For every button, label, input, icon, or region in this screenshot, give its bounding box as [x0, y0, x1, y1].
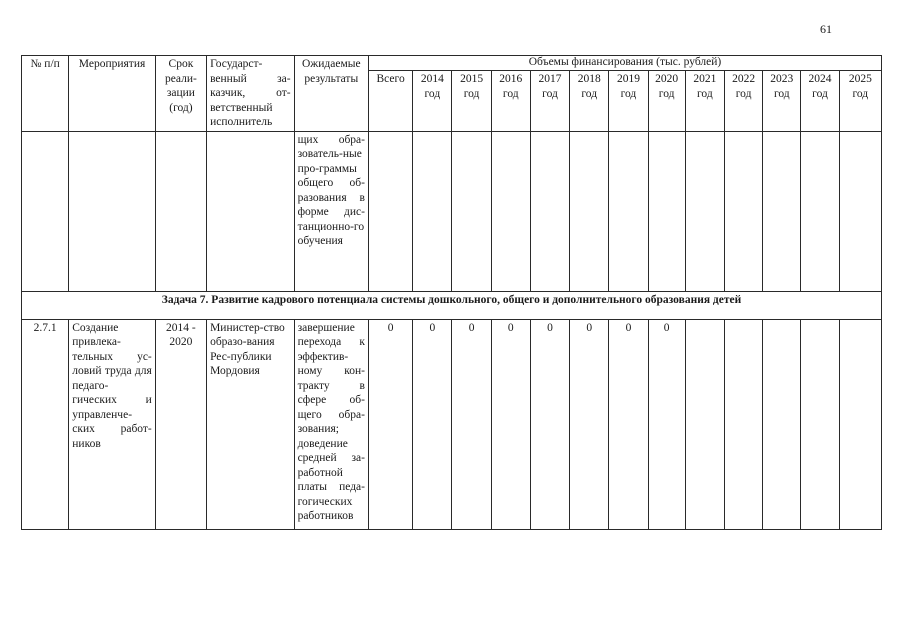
- page-number: 61: [820, 22, 832, 36]
- row-value-year: 0: [491, 319, 530, 529]
- cell-empty: [570, 131, 609, 291]
- header-year: 2022 год: [724, 71, 762, 131]
- row-value-year: [801, 319, 839, 529]
- continuation-results: щих обра-зователь-ные про-граммы общего об-разования в форме дис-танционно-го обучения: [294, 131, 368, 291]
- header-results: Ожидаемые результаты: [294, 56, 368, 132]
- row-value-year: 0: [452, 319, 491, 529]
- header-term: Срок реали-зации (год): [155, 56, 206, 132]
- header-year: 2023 год: [763, 71, 801, 131]
- row-value-year: 0: [413, 319, 452, 529]
- task-title: Задача 7. Развитие кадрового потенциала системы дошкольного, общего и дополнительного образования детей: [22, 291, 882, 319]
- header-year: 2021 год: [685, 71, 724, 131]
- cell-empty: [452, 131, 491, 291]
- header-year: 2018 год: [570, 71, 609, 131]
- row-value-year: 0: [648, 319, 685, 529]
- cell-empty: [155, 131, 206, 291]
- header-year: 2025 год: [839, 71, 881, 131]
- cell-empty: [724, 131, 762, 291]
- cell-empty: [685, 131, 724, 291]
- row-value-year: [724, 319, 762, 529]
- cell-empty: [801, 131, 839, 291]
- header-total: Всего: [368, 71, 412, 131]
- header-year: 2014 год: [413, 71, 452, 131]
- cell-empty: [648, 131, 685, 291]
- row-value-year: 0: [609, 319, 648, 529]
- task-row: [22, 291, 882, 319]
- row-term: 2014 - 2020: [155, 319, 206, 529]
- row-value-year: [685, 319, 724, 529]
- header-financing: Объемы финансирования (тыс. рублей): [368, 56, 881, 71]
- cell-empty: [491, 131, 530, 291]
- header-executor: Государст-венный за-казчик, от-ветственный исполнитель: [207, 56, 295, 132]
- cell-empty: [763, 131, 801, 291]
- row-value-total: 0: [368, 319, 412, 529]
- cell-empty: [207, 131, 295, 291]
- row-num: 2.7.1: [22, 319, 69, 529]
- cell-empty: [69, 131, 156, 291]
- header-year: 2017 год: [530, 71, 569, 131]
- cell-empty: [609, 131, 648, 291]
- row-value-year: [763, 319, 801, 529]
- header-year: 2024 год: [801, 71, 839, 131]
- activity-row: [22, 319, 882, 529]
- row-value-year: 0: [570, 319, 609, 529]
- row-value-year: [839, 319, 881, 529]
- header-num: № п/п: [22, 56, 69, 132]
- header-year: 2015 год: [452, 71, 491, 131]
- row-executor: Министер-ство образо-вания Рес-публики Мордовия: [207, 319, 295, 529]
- financing-table: [21, 55, 882, 530]
- cell-empty: [368, 131, 412, 291]
- cell-empty: [22, 131, 69, 291]
- row-results: завершение перехода к эффектив-ному кон-тракту в сфере об-щего обра-зования; доведение средней за-работной платы педа-гогических работников: [294, 319, 368, 529]
- header-activities: Мероприятия: [69, 56, 156, 132]
- header-row-top: [22, 56, 882, 71]
- header-year: 2016 год: [491, 71, 530, 131]
- cell-empty: [839, 131, 881, 291]
- cell-empty: [413, 131, 452, 291]
- header-year: 2020 год: [648, 71, 685, 131]
- header-year: 2019 год: [609, 71, 648, 131]
- row-value-year: 0: [530, 319, 569, 529]
- row-activity: Создание привлека-тельных ус-ловий труда для педаго-гических и управленче-ских работ-ников: [69, 319, 156, 529]
- continuation-row: [22, 131, 882, 291]
- cell-empty: [530, 131, 569, 291]
